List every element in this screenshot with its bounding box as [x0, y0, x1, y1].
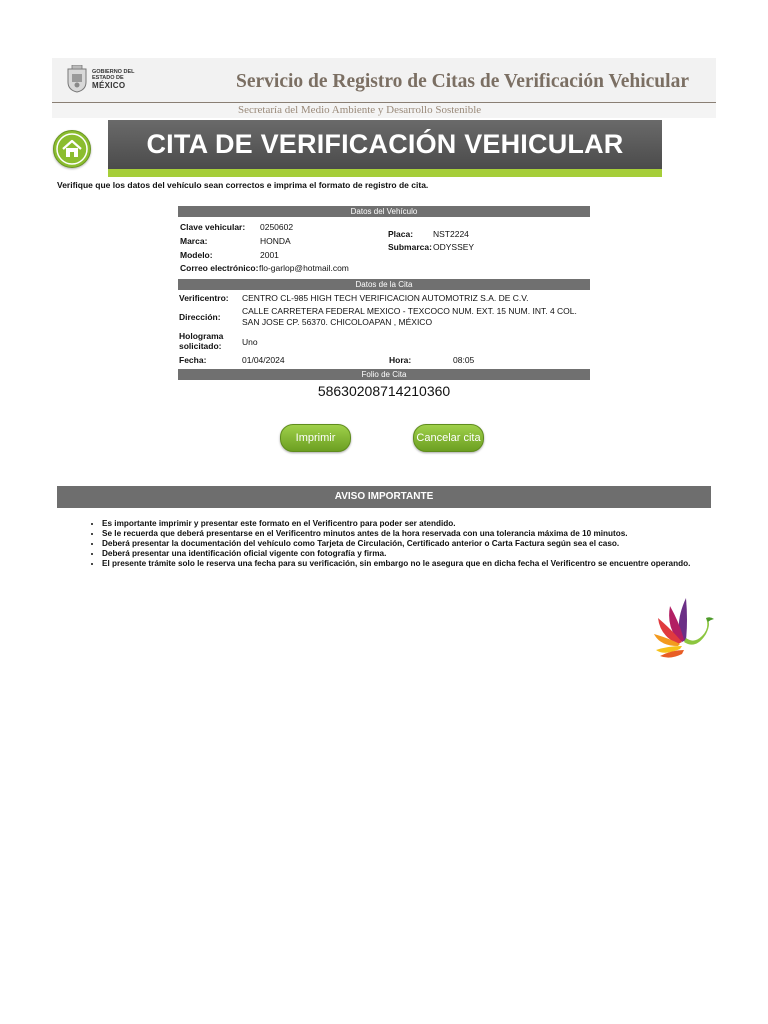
- edomex-logo: [66, 63, 136, 95]
- aviso-item: • Es importante imprimir y presentar este formato en el Verificentro para poder ser atendido.: [102, 519, 692, 529]
- home-icon: [54, 131, 90, 167]
- placa-value: NST2224: [433, 229, 469, 239]
- section-header-vehiculo: Datos del Vehículo: [178, 206, 590, 217]
- page-title: CITA DE VERIFICACIÓN VEHICULAR: [146, 129, 624, 159]
- clave-value: 0250602: [260, 222, 294, 232]
- verificentro-value: CENTRO CL-985 HIGH TECH VERIFICACION AUTOMOTRIZ S.A. DE C.V.: [242, 293, 529, 303]
- aviso-item: • Deberá presentar la documentación del vehículo como Tarjeta de Circulación, Certificado anterior o Carta Factura según sea el caso.: [102, 539, 692, 549]
- submarca-value: ODYSSEY: [433, 242, 475, 252]
- modelo-value: 2001: [260, 250, 279, 260]
- coat-of-arms-icon: [66, 65, 88, 93]
- folio-number: 58630208714210360: [317, 383, 451, 399]
- banner-accent-stripe: [108, 169, 662, 177]
- aviso-item: • Deberá presentar una identificación oficial vigente con fotografía y firma.: [102, 549, 692, 559]
- modelo-label: Modelo:: [180, 250, 213, 260]
- hora-label: Hora:: [389, 355, 412, 365]
- correo-value: flo-garlop@hotmail.com: [259, 263, 349, 273]
- hora-value: 08:05: [453, 355, 475, 365]
- logo-text: [92, 69, 134, 90]
- fecha-value: 01/04/2024: [242, 355, 285, 365]
- service-title: Servicio de Registro de Citas de Verificación Vehicular: [236, 71, 689, 92]
- section-header-cita: Datos de la Cita: [178, 279, 590, 290]
- cancelar-cita-button[interactable]: Cancelar cita: [413, 424, 484, 452]
- aviso-item: • El presente trámite solo le reserva una fecha para su verificación, sin embargo no le asegura que en dicha fecha el Verificentro se encuentre operando.: [102, 559, 692, 569]
- bird-logo-icon: [652, 594, 716, 660]
- correo-label: Correo electrónico:: [180, 263, 259, 273]
- placa-label: Placa:: [388, 229, 414, 239]
- logo-line2: ESTADO DE: [92, 74, 124, 81]
- marca-label: Marca:: [180, 236, 208, 246]
- logo-line3: MÉXICO: [92, 80, 126, 90]
- direccion-label: Dirección:: [179, 312, 221, 322]
- instruction-text: Verifique que los datos del vehículo sean correctos e imprima el formato de registro de cita.: [57, 180, 429, 190]
- holograma-value: Uno: [242, 337, 258, 347]
- aviso-item: • Se le recuerda que deberá presentarse en el Verificentro minutos antes de la hora reservada con una tolerancia máxima de 10 minutos.: [102, 529, 692, 539]
- fecha-label: Fecha:: [179, 355, 207, 365]
- verificentro-label: Verificentro:: [179, 293, 229, 303]
- home-button[interactable]: [53, 130, 91, 168]
- section-header-folio: Folio de Cita: [178, 369, 590, 380]
- imprimir-button[interactable]: Imprimir: [280, 424, 351, 452]
- logo-line1: GOBIERNO DEL: [92, 68, 135, 75]
- marca-value: HONDA: [260, 236, 291, 246]
- holograma-label: Holograma solicitado:: [179, 331, 224, 351]
- direccion-value: CALLE CARRETERA FEDERAL MEXICO - TEXCOCO NUM. EXT. 15 NUM. INT. 4 COL. SAN JOSE CP. 56370. CHICOLOAPAN , MÉXICO: [242, 306, 577, 327]
- secretaria-text: Secretaría del Medio Ambiente y Desarrollo Sostenible: [238, 104, 482, 116]
- submarca-label: Submarca:: [388, 242, 432, 252]
- aviso-list: [90, 519, 692, 569]
- aviso-header: AVISO IMPORTANTE: [57, 486, 711, 508]
- clave-label: Clave vehicular:: [180, 222, 246, 232]
